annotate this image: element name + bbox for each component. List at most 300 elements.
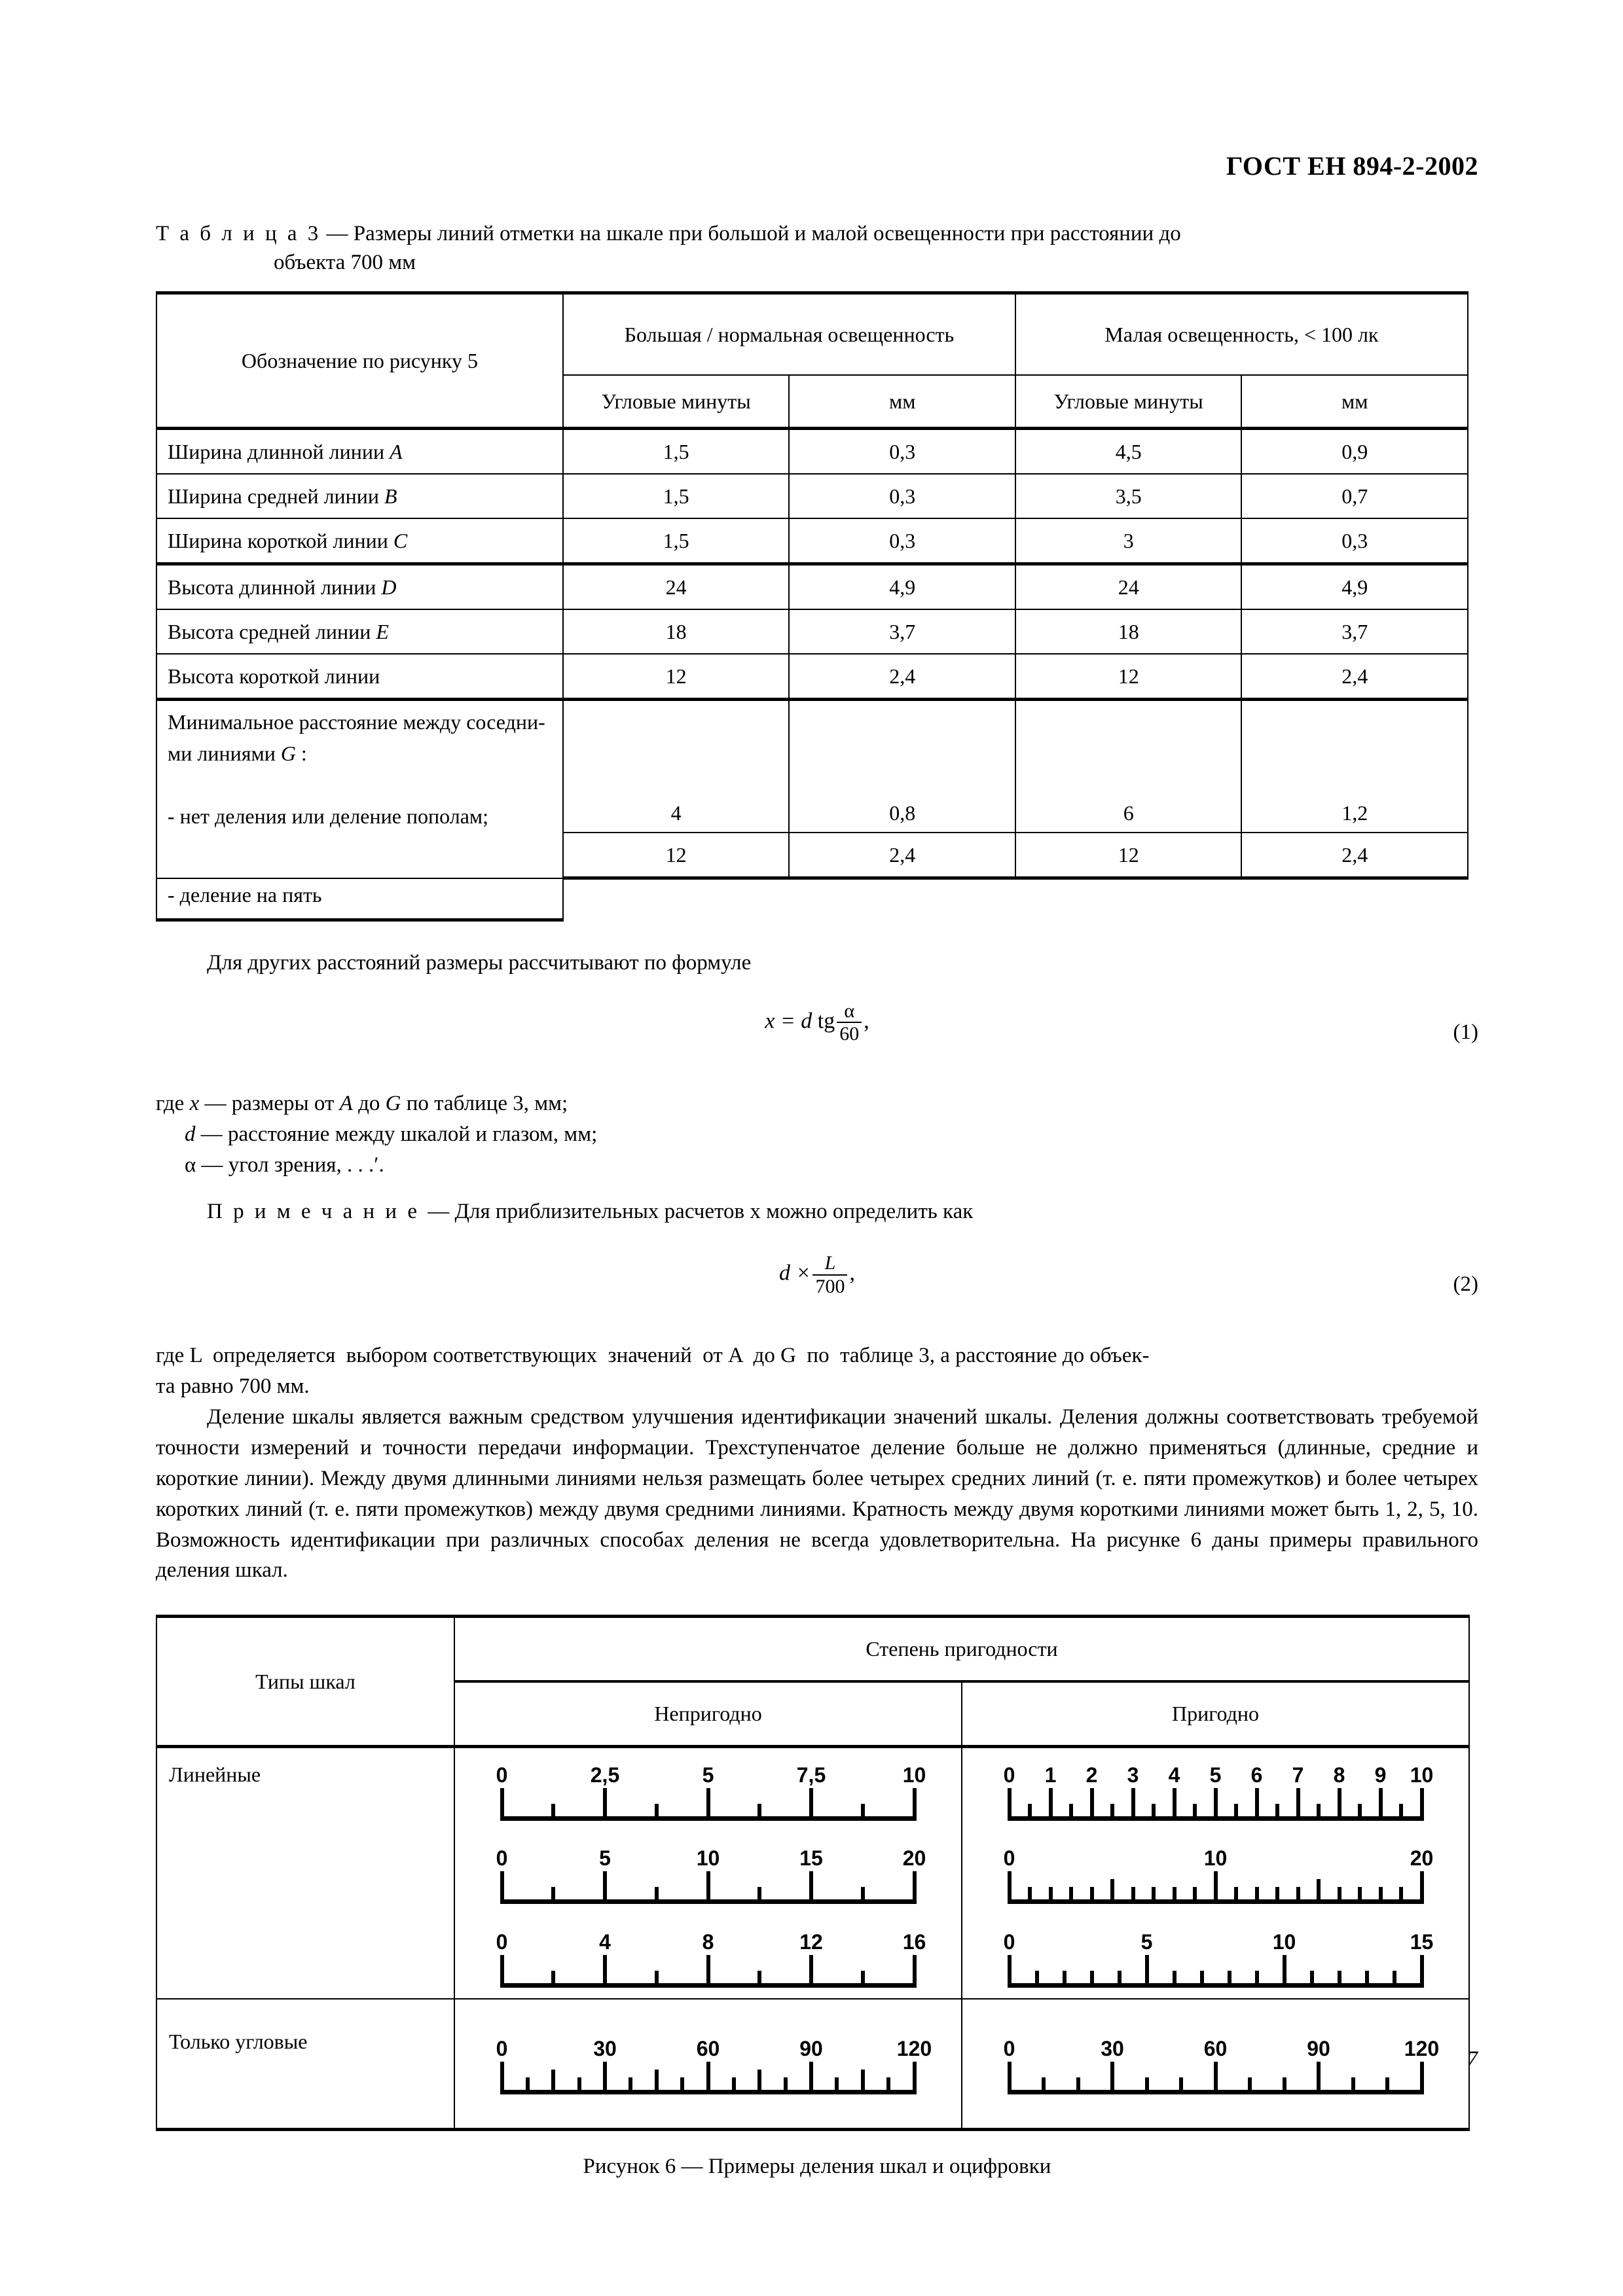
ruler-major-tick <box>809 1955 813 1988</box>
ruler-labels <box>1003 1757 1434 1787</box>
figure6-header-unsuitable: Непригодно <box>454 1681 962 1747</box>
ruler-tick-label: 6 <box>1250 1763 1263 1787</box>
ruler-minor-tick <box>1152 1804 1156 1821</box>
ruler-major-tick <box>913 2062 917 2094</box>
where1-var-g: G <box>385 1091 401 1115</box>
figure6-cell-suitable-2 <box>962 1832 1469 1915</box>
ruler-bar <box>502 1870 915 1904</box>
ruler-major-tick <box>1110 2062 1114 2094</box>
ruler-tick-label: 1 <box>1044 1763 1057 1787</box>
ruler-major-tick <box>706 2062 710 2094</box>
ruler-angular-suitable <box>1003 2030 1440 2098</box>
figure6-cell-unsuitable-1 <box>454 1747 962 1832</box>
ruler-tick-label: 10 <box>902 1763 926 1787</box>
ruler-major-tick <box>913 1871 917 1904</box>
ruler-minor-tick <box>1028 1887 1032 1904</box>
table3-min-distance-colon: : <box>295 742 307 766</box>
ruler-major-tick <box>603 1871 607 1904</box>
ruler-minor-tick <box>1228 1971 1231 1988</box>
table3-row5-label <box>156 654 563 700</box>
table3-sub0-c0: 4 <box>563 700 790 833</box>
ruler-minor-tick <box>1028 1804 1032 1821</box>
ruler-minor-tick <box>1069 1804 1073 1821</box>
where1-post: — размеры от <box>199 1091 340 1115</box>
figure6-cell-angular-unsuitable <box>454 1999 962 2130</box>
ruler-major-tick <box>1008 2062 1012 2094</box>
ruler-major-tick <box>1255 1788 1259 1821</box>
page-number: 7 <box>1467 2047 1478 2071</box>
table3-last-label-row <box>156 878 1468 920</box>
ruler-tick-label: 30 <box>1101 2037 1124 2061</box>
ruler-tick-label: 20 <box>902 1846 926 1871</box>
ruler-tick-label: 2,5 <box>590 1763 620 1787</box>
where1-end: по таблице 3, мм; <box>401 1091 568 1115</box>
ruler-bar <box>502 2060 915 2094</box>
ruler-major-tick <box>809 2062 813 2094</box>
where1-mid: до <box>352 1091 386 1115</box>
where1-var-a: A <box>339 1091 353 1115</box>
main-paragraph: Деление шкалы является важным средством улучшения идентификации значений шкалы. Деления должны соответствовать требуемой точности измерений и точности передачи информации. Трехступенчатое деление больше не должно применяться (длинные, средние и короткие линии). Между двумя длинными линиями нельзя размещать более четырех средних линий (т. е. пяти промежутков) и более четырех коротких линий (т. е. пяти промежутков) между двумя средними линиями. Кратность между двумя короткими линиями может быть 1, 2, 5, 10. Возможность идентификации при различных способах деления не всегда удовлетворительна. На рисунке 6 даны примеры правильного деления шкал. <box>156 1405 1478 1583</box>
formula2-numerator: L <box>824 1252 836 1274</box>
ruler-minor-tick <box>1234 1804 1238 1821</box>
table3-row1-c0: 1,5 <box>563 474 790 518</box>
ruler-minor-tick <box>1042 2077 1046 2094</box>
ruler-tick-label: 0 <box>496 1763 508 1787</box>
ruler-minor-tick <box>1063 1971 1067 1988</box>
ruler-tick-label: 10 <box>1410 1763 1434 1787</box>
ruler-tick-label: 4 <box>599 1929 611 1954</box>
table-row <box>156 518 1468 564</box>
table3-row2-label-text: Ширина короткой линии <box>168 528 393 552</box>
table3 <box>156 291 1468 922</box>
table-row <box>156 429 1468 475</box>
table3-header-group-high-light: Большая / нормальная освещенность <box>563 293 1015 376</box>
ruler-tick-label: 0 <box>496 1929 508 1954</box>
ruler-unsuitable-1 <box>496 1757 926 1825</box>
table3-row0-c0: 1,5 <box>563 429 790 475</box>
ruler-minor-tick <box>835 2077 839 2094</box>
ruler-minor-tick <box>1358 1887 1362 1904</box>
ruler-minor-tick <box>1145 2077 1149 2094</box>
document-standard-number: ГОСТ ЕН 894-2-2002 <box>1226 151 1478 181</box>
where1-line3-text: — угол зрения, . . .′. <box>196 1153 384 1177</box>
table-row <box>156 564 1468 610</box>
table3-sub1-label: - деление на пять <box>156 878 563 920</box>
ruler-tick-label: 5 <box>1209 1763 1222 1787</box>
ruler-tick-label: 10 <box>1272 1929 1296 1954</box>
ruler-minor-tick <box>1385 2077 1389 2094</box>
table3-sub1-c0: 12 <box>563 833 790 878</box>
ruler-medium-tick <box>655 2070 659 2094</box>
ruler-minor-tick <box>1193 1887 1197 1904</box>
where2-line1: где L определяется выбором соответствующих значений от A до G по таблице 3, а расстояние до объек- <box>156 1344 1150 1368</box>
table3-row2-symbol: C <box>393 528 408 552</box>
table3-row1-c1: 0,3 <box>789 474 1015 518</box>
figure6-caption: Рисунок 6 — Примеры деления шкал и оцифровки <box>583 2155 1051 2179</box>
table3-row4-symbol: E <box>376 619 389 643</box>
ruler-minor-tick <box>551 1887 555 1904</box>
figure6-row-linear-label: Линейные <box>156 1747 454 2000</box>
table3-row2-c2: 3 <box>1015 518 1242 564</box>
ruler-minor-tick <box>1234 1887 1238 1904</box>
ruler-labels <box>496 1924 926 1954</box>
figure6-header-row-1 <box>156 1617 1469 1682</box>
ruler-tick-label: 15 <box>799 1846 823 1871</box>
ruler-tick-label: 0 <box>496 2037 508 2061</box>
note-block <box>156 1200 1478 1224</box>
ruler-major-tick <box>706 1788 710 1821</box>
ruler-major-tick <box>1008 1788 1012 1821</box>
table3-row2-c3: 0,3 <box>1241 518 1468 564</box>
ruler-minor-tick <box>1310 1971 1314 1988</box>
ruler-tick-label: 20 <box>1410 1846 1434 1871</box>
ruler-bar <box>1010 2060 1422 2094</box>
ruler-minor-tick <box>1275 1887 1279 1904</box>
ruler-major-tick <box>1317 2062 1321 2094</box>
ruler-minor-tick <box>1255 1971 1259 1988</box>
ruler-major-tick <box>1131 1788 1135 1821</box>
table3-row4-label <box>156 609 563 654</box>
ruler-labels <box>496 1757 926 1787</box>
table3-row1-label <box>156 474 563 518</box>
table3-row0-label <box>156 429 563 475</box>
ruler-minor-tick <box>1317 1804 1321 1821</box>
ruler-minor-tick <box>1296 1887 1300 1904</box>
ruler-tick-label: 0 <box>1003 1763 1015 1787</box>
ruler-minor-tick <box>526 2077 530 2094</box>
ruler-major-tick <box>603 1788 607 1821</box>
ruler-minor-tick <box>1393 1971 1396 1988</box>
ruler-minor-tick <box>1193 1804 1197 1821</box>
ruler-minor-tick <box>1179 2077 1183 2094</box>
table3-header-mm-2: мм <box>1241 375 1468 429</box>
ruler-minor-tick <box>1118 1971 1122 1988</box>
formula1-intro: Для других расстояний размеры рассчитывают по формуле <box>207 950 752 975</box>
table3-row3-c1: 4,9 <box>789 564 1015 610</box>
table3-row4-c2: 18 <box>1015 609 1242 654</box>
ruler-minor-tick <box>655 1804 659 1821</box>
ruler-major-tick <box>500 1788 504 1821</box>
table3-row4-c0: 18 <box>563 609 790 654</box>
figure6-cell-angular-suitable <box>962 1999 1469 2130</box>
ruler-minor-tick <box>732 2077 736 2094</box>
formula1-fn: tg <box>817 1009 835 1033</box>
ruler-tick-label: 2 <box>1085 1763 1098 1787</box>
note-text: — Для приблизительных расчетов x можно определить как <box>428 1200 974 1224</box>
table3-sub0-c3: 1,2 <box>1241 700 1468 833</box>
table3-row3-c3: 4,9 <box>1241 564 1468 610</box>
formula1-lhs: x = d <box>765 1009 812 1033</box>
table3-header-row-1 <box>156 293 1468 376</box>
ruler-minor-tick <box>577 2077 581 2094</box>
table3-row3-label <box>156 564 563 610</box>
ruler-major-tick <box>913 1955 917 1988</box>
ruler-major-tick <box>1145 1955 1149 1988</box>
formula1-denominator: 60 <box>837 1022 862 1045</box>
figure6-header-suitable: Пригодно <box>962 1681 1469 1747</box>
table3-row1-label-text: Ширина средней линии <box>168 484 385 508</box>
where1-var-x: x <box>189 1091 200 1115</box>
ruler-suitable-3 <box>1003 1924 1434 1992</box>
ruler-major-tick <box>1283 1955 1286 1988</box>
formula1-row <box>156 1001 1478 1069</box>
table-row <box>156 1747 1469 1832</box>
table3-row1-c3: 0,7 <box>1241 474 1468 518</box>
formula1-fraction <box>837 1001 862 1045</box>
table3-row5-c2: 12 <box>1015 654 1242 700</box>
table3-header-group-low-light: Малая освещенность, < 100 лк <box>1015 293 1468 376</box>
ruler-major-tick <box>1420 1788 1424 1821</box>
where1-pre: где <box>156 1091 190 1115</box>
ruler-tick-label: 16 <box>902 1929 926 1954</box>
ruler-tick-label: 5 <box>599 1846 611 1871</box>
ruler-minor-tick <box>680 2077 684 2094</box>
table3-row2-c1: 0,3 <box>789 518 1015 564</box>
ruler-tick-label: 0 <box>496 1846 508 1871</box>
figure6-cell-suitable-3 <box>962 1915 1469 1999</box>
table3-row5-c1: 2,4 <box>789 654 1015 700</box>
ruler-minor-tick <box>1338 1887 1341 1904</box>
table-row <box>156 700 1468 833</box>
formula1-comma: , <box>864 1009 869 1033</box>
table-row <box>156 609 1468 654</box>
ruler-tick-label: 90 <box>799 2037 823 2061</box>
ruler-medium-tick <box>1110 1879 1114 1904</box>
where2-line2: та равно 700 мм. <box>156 1374 310 1399</box>
ruler-major-tick <box>1049 1788 1053 1821</box>
ruler-minor-tick <box>1173 1887 1176 1904</box>
ruler-major-tick <box>809 1871 813 1904</box>
ruler-suitable-2 <box>1003 1840 1434 1908</box>
table3-row0-label-text: Ширина длинной линии <box>168 439 390 463</box>
ruler-tick-label: 12 <box>799 1929 823 1954</box>
ruler-tick-label: 3 <box>1127 1763 1139 1787</box>
ruler-minor-tick <box>1351 2077 1355 2094</box>
figure6-table <box>156 1615 1470 2131</box>
ruler-major-tick <box>1173 1788 1176 1821</box>
table3-header-designation: Обозначение по рисунку 5 <box>156 293 563 429</box>
ruler-minor-tick <box>1035 1971 1039 1988</box>
ruler-minor-tick <box>1283 2077 1286 2094</box>
ruler-minor-tick <box>1152 1887 1156 1904</box>
table3-row0-symbol: A <box>390 439 403 463</box>
table3-caption-line1: — Размеры линий отметки на шкале при большой и малой освещенности при расстоянии до <box>321 222 1181 245</box>
ruler-tick-label: 4 <box>1168 1763 1180 1787</box>
table3-row2-c0: 1,5 <box>563 518 790 564</box>
ruler-labels <box>1003 1840 1434 1871</box>
table3-row3-symbol: D <box>381 575 397 599</box>
ruler-bar <box>502 1954 915 1988</box>
ruler-major-tick <box>603 1955 607 1988</box>
ruler-tick-label: 0 <box>1003 1846 1015 1871</box>
ruler-major-tick <box>1379 1788 1383 1821</box>
formula1-where <box>156 1088 1478 1181</box>
ruler-minor-tick <box>1248 2077 1252 2094</box>
page-content <box>156 0 1478 2179</box>
ruler-major-tick <box>1090 1788 1094 1821</box>
ruler-medium-tick <box>861 2070 865 2094</box>
table3-row4-label-text: Высота средней линии <box>168 619 376 643</box>
table3-row1-c2: 3,5 <box>1015 474 1242 518</box>
ruler-major-tick <box>603 2062 607 2094</box>
ruler-major-tick <box>1420 1871 1424 1904</box>
table3-min-distance-line1: Минимальное расстояние между соседни- <box>168 710 545 734</box>
ruler-tick-label: 8 <box>1333 1763 1345 1787</box>
formula2-row <box>156 1253 1478 1321</box>
ruler-major-tick <box>1296 1788 1300 1821</box>
table3-row3-c0: 24 <box>563 564 790 610</box>
ruler-labels <box>496 1840 926 1871</box>
ruler-major-tick <box>809 1788 813 1821</box>
table3-row5-c3: 2,4 <box>1241 654 1468 700</box>
ruler-minor-tick <box>1090 1971 1094 1988</box>
formula1-numerator: α <box>844 999 855 1022</box>
table3-sub0-c2: 6 <box>1015 700 1242 833</box>
ruler-bar <box>502 1787 915 1821</box>
table3-row4-c1: 3,7 <box>789 609 1015 654</box>
ruler-tick-label: 60 <box>696 2037 720 2061</box>
table3-sub1-c1: 2,4 <box>789 833 1015 878</box>
figure6-cell-unsuitable-2 <box>454 1832 962 1915</box>
table3-row3-label-text: Высота длинной линии <box>168 575 382 599</box>
where1-line3 <box>156 1150 1478 1181</box>
ruler-minor-tick <box>861 1887 865 1904</box>
ruler-minor-tick <box>551 1804 555 1821</box>
ruler-major-tick <box>1214 2062 1218 2094</box>
figure6-header-scale-types: Типы шкал <box>156 1617 454 1747</box>
ruler-bar <box>1010 1787 1422 1821</box>
ruler-labels <box>1003 1924 1434 1954</box>
formula2-number: (2) <box>1453 1272 1478 1297</box>
table3-sub1-c3: 2,4 <box>1241 833 1468 878</box>
ruler-minor-tick <box>1131 1887 1135 1904</box>
ruler-minor-tick <box>1358 1804 1362 1821</box>
ruler-major-tick <box>1008 1955 1012 1988</box>
where1-var-alpha: α <box>185 1153 196 1177</box>
ruler-minor-tick <box>1365 1971 1369 1988</box>
table3-min-distance-line2: ми линиями <box>168 742 281 766</box>
formula2-denominator: 700 <box>812 1274 847 1297</box>
ruler-medium-tick <box>1317 1879 1321 1904</box>
ruler-minor-tick <box>1379 1887 1383 1904</box>
table-row <box>156 474 1468 518</box>
table3-row0-c1: 0,3 <box>789 429 1015 475</box>
ruler-medium-tick <box>551 2070 555 2094</box>
ruler-minor-tick <box>1173 1971 1176 1988</box>
ruler-minor-tick <box>757 1804 761 1821</box>
where1-line2-text: — расстояние между шкалой и глазом, мм; <box>195 1122 598 1146</box>
figure6-header-suitability: Степень пригодности <box>454 1617 1469 1682</box>
formula2-expression <box>156 1253 1478 1297</box>
table3-header-arcmin-1: Угловые минуты <box>563 375 790 429</box>
formula2-where <box>156 1340 1478 1402</box>
table3-sub0-c1: 0,8 <box>789 700 1015 833</box>
ruler-minor-tick <box>1076 2077 1080 2094</box>
ruler-tick-label: 120 <box>896 2037 932 2061</box>
ruler-major-tick <box>500 1955 504 1988</box>
formula2-comma: , <box>849 1261 855 1285</box>
ruler-minor-tick <box>861 1804 865 1821</box>
ruler-medium-tick <box>757 2070 761 2094</box>
note-label: П р и м е ч а н и е <box>207 1200 428 1224</box>
ruler-minor-tick <box>1110 1804 1114 1821</box>
ruler-minor-tick <box>886 2077 890 2094</box>
ruler-minor-tick <box>655 1887 659 1904</box>
where1-var-d: d <box>185 1122 196 1146</box>
ruler-tick-label: 10 <box>696 1846 720 1871</box>
ruler-minor-tick <box>757 1887 761 1904</box>
where1-line2 <box>156 1119 1478 1150</box>
ruler-major-tick <box>706 1955 710 1988</box>
table-row <box>156 1999 1469 2130</box>
ruler-minor-tick <box>551 1971 555 1988</box>
ruler-suitable-1 <box>1003 1757 1434 1825</box>
table3-header-mm-1: мм <box>789 375 1015 429</box>
table3-row0-c3: 0,9 <box>1241 429 1468 475</box>
ruler-minor-tick <box>629 2077 632 2094</box>
ruler-major-tick <box>1214 1871 1218 1904</box>
ruler-major-tick <box>1420 1955 1424 1988</box>
ruler-baseline <box>1010 1983 1422 1988</box>
ruler-minor-tick <box>1399 1804 1403 1821</box>
ruler-minor-tick <box>655 1971 659 1988</box>
ruler-tick-label: 10 <box>1203 1846 1228 1871</box>
ruler-tick-label: 0 <box>1003 2037 1015 2061</box>
ruler-minor-tick <box>1275 1804 1279 1821</box>
table3-min-distance-label <box>156 700 563 878</box>
ruler-minor-tick <box>1049 1887 1053 1904</box>
ruler-bar <box>1010 1954 1422 1988</box>
where1-line1 <box>156 1088 1478 1119</box>
table3-sub0-label: - нет деления или деление пополам; <box>168 804 489 829</box>
formula1-number: (1) <box>1453 1020 1478 1044</box>
ruler-tick-label: 7 <box>1292 1763 1304 1787</box>
table3-row3-c2: 24 <box>1015 564 1242 610</box>
table3-caption-label: Т а б л и ц а 3 <box>156 222 321 245</box>
ruler-minor-tick <box>757 1971 761 1988</box>
ruler-tick-label: 120 <box>1404 2037 1440 2061</box>
ruler-tick-label: 5 <box>1140 1929 1153 1954</box>
table3-caption <box>156 219 1478 277</box>
ruler-minor-tick <box>1200 1971 1204 1988</box>
ruler-major-tick <box>913 1788 917 1821</box>
formula2-fraction <box>812 1253 847 1297</box>
ruler-minor-tick <box>861 1971 865 1988</box>
formula1-expression <box>156 1001 1478 1045</box>
ruler-tick-label: 60 <box>1203 2037 1228 2061</box>
table3-row5-c0: 12 <box>563 654 790 700</box>
figure6-cell-suitable-1 <box>962 1747 1469 1832</box>
figure6-cell-unsuitable-3 <box>454 1915 962 1999</box>
ruler-major-tick <box>1214 1788 1218 1821</box>
ruler-tick-label: 7,5 <box>796 1763 826 1787</box>
ruler-unsuitable-2 <box>496 1840 926 1908</box>
ruler-minor-tick <box>1255 1887 1259 1904</box>
table3-row2-label <box>156 518 563 564</box>
ruler-labels <box>1003 2030 1440 2061</box>
ruler-major-tick <box>706 1871 710 1904</box>
ruler-tick-label: 9 <box>1374 1763 1387 1787</box>
ruler-tick-label: 5 <box>702 1763 714 1787</box>
ruler-major-tick <box>1420 2062 1424 2094</box>
ruler-angular-unsuitable <box>496 2030 932 2098</box>
figure6-row-angular-label: Только угловые <box>156 1999 454 2130</box>
table3-caption-line2: объекта 700 мм <box>274 251 416 275</box>
table-row <box>156 654 1468 700</box>
table3-min-distance-symbol: G <box>280 742 296 766</box>
ruler-major-tick <box>500 2062 504 2094</box>
ruler-minor-tick <box>1090 1887 1094 1904</box>
